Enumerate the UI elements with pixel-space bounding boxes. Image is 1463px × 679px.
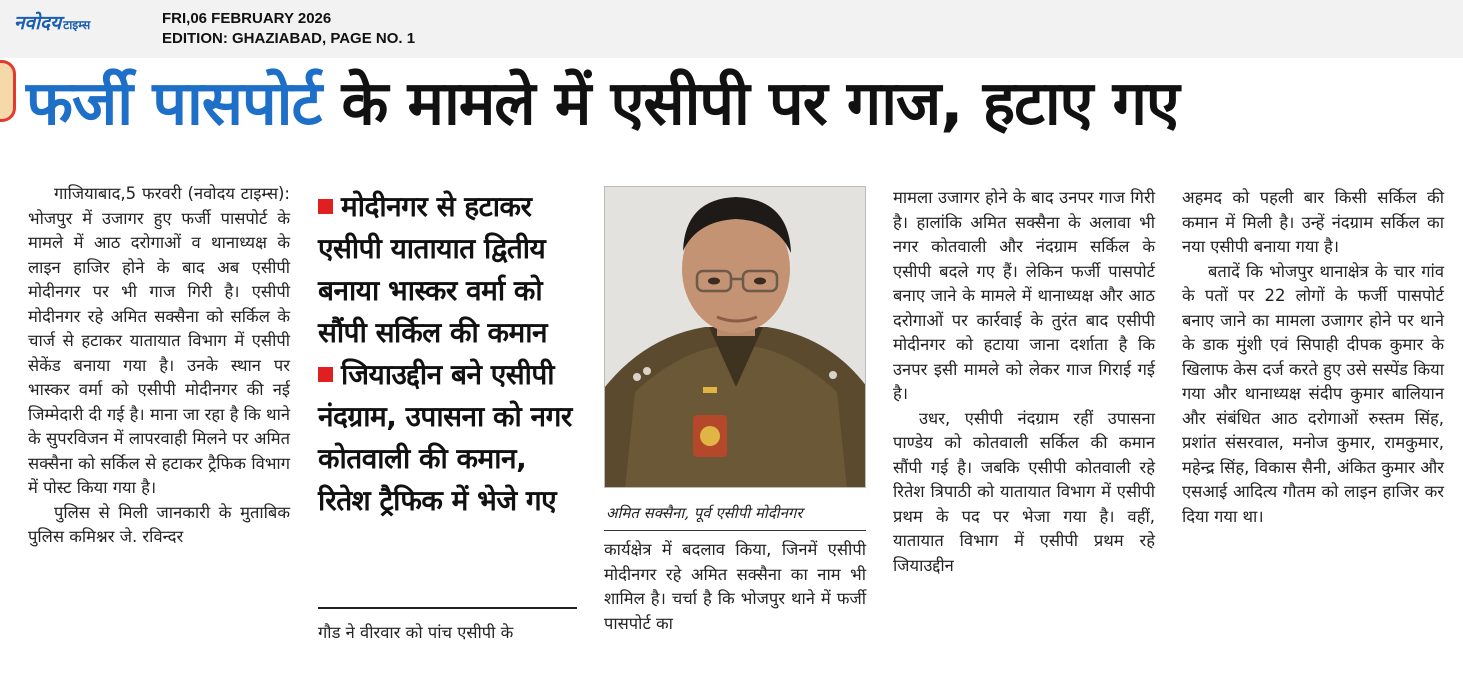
col5-paragraph-1: अहमद को पहली बार किसी सर्किल की कमान में मिली है। उन्हें नंदग्राम सर्किल का नया एसीपी बनाया गया है।: [1182, 188, 1444, 256]
officer-portrait-illustration: [605, 187, 866, 488]
col3-paragraph: कार्यक्षेत्र में बदलाव किया, जिनमें एसीपी मोदीनगर रहे अमित सक्सैना का नाम भी शामिल है। चर्चा है कि भोजपुर थाने में फर्जी पासपोर्ट का: [604, 540, 866, 633]
page-bottom-edge: [0, 660, 1463, 679]
headline-rest: के मामले में एसीपी पर गाज, हटाए गए: [321, 68, 1179, 139]
col4-paragraph-2: उधर, एसीपी नंदग्राम रहीं उपासना पाण्डेय को कोतवाली सर्किल की कमान सौंपी गई है। जबकि एसीपी कोतवाली रहे रितेश त्रिपाठी को यातायात विभाग में एसीपी प्रथम के पद पर भेजा गया है। वहीं, यातायात विभाग में एसीपी प्रथम रहे जियाउद्दीन: [893, 408, 1155, 575]
page-header-bar: [0, 0, 1463, 58]
col1-paragraph-2: पुलिस से मिली जानकारी के मुताबिक पुलिस कमिश्नर जे. रविन्दर: [28, 502, 290, 546]
col2-paragraph: गौड ने वीरवार को पांच एसीपी के: [318, 623, 514, 642]
article-headline: [26, 64, 1179, 144]
edition-info: [162, 9, 415, 49]
article-column-1: [28, 182, 290, 550]
article-column-2: [318, 621, 580, 646]
col5-paragraph-2: बतादें कि भोजपुर थानाक्षेत्र के चार गांव के पतों पर 22 लोगों के फर्जी पासपोर्ट बनाए जाने का मामला उजागर होने पर थाने के डाक मुंशी एवं सिपाही दीपक कुमार के खिलाफ केस दर्ज करते हुए उसे सस्पेंड किया गया और थानाध्यक्ष संदीप कुमार बालियान और संबंधित आठ दरोगाओं रुस्तम सिंह, प्रशांत संसरवाल, मनोज कुमार, रामकुमार, महेन्द्र सिंह, विकास सैनी, अंकित कुमार और एसआई आदित्य गौतम को लाइन हाजिर कर दिया गया था।: [1182, 261, 1444, 526]
logo-main-text: नवोदय: [14, 12, 62, 34]
article-column-4: [893, 186, 1155, 578]
article-column-5: [1182, 186, 1444, 529]
headline-highlight: फर्जी पासपोर्ट: [26, 68, 322, 139]
highlight-text-2: जियाउद्दीन बने एसीपी नंदग्राम, उपासना को नगर कोतवाली की कमान, रितेश ट्रैफिक में भेजे गए: [318, 358, 572, 517]
caption-divider: [604, 530, 866, 531]
photo-caption: अमित सक्सैना, पूर्व एसीपी मोदीनगर: [606, 504, 803, 522]
article-column-3: [604, 538, 866, 636]
col4-paragraph-1: मामला उजागर होने के बाद उनपर गाज गिरी है। हालांकि अमित सक्सैना के अलावा भी नगर कोतवाली और नंदग्राम सर्किल के एसीपी बदले गए हैं। लेकिन फर्जी पासपोर्ट बनाए जाने के मामले में थानाध्यक्ष और आठ दरोगाओं पर कार्रवाई के तुरंत बाद एसीपी मोदीनगर को हटाया जाना दर्शाता है कि उनपर इसी मामले को लेकर गाज गिराई गई है।: [893, 188, 1155, 403]
edition-page: EDITION: GHAZIABAD, PAGE NO. 1: [162, 30, 416, 47]
highlight-box: [318, 186, 580, 522]
highlight-divider: [318, 607, 577, 609]
col1-paragraph-1: गाजियाबाद,5 फरवरी (नवोदय टाइम्स): भोजपुर में उजागर हुए फर्जी पासपोर्ट के मामले में आठ दरोगाओं व थानाध्यक्ष के लाइन हाजिर होने के बाद अब एसीपी मोदीनगर पर भी गाज गिरी है। एसीपी मोदीनगर रहे अमित सक्सैना को सर्किल के चार्ज से हटाकर यातायात विभाग में एसीपी सेकेंड बनाया गया है। उनके स्थान पर भास्कर वर्मा को एसीपी मोदीनगर की नई जिम्मेदारी दी गई है। माना जा रहा है कि थाने के सुपरविजन में लापरवाही मिलने पर अमित सक्सैना को सर्किल से हटाकर ट्रैफिक विभाग में पोस्ट किया गया है।: [28, 184, 290, 497]
highlight-item: [318, 354, 580, 522]
officer-photo[interactable]: [604, 186, 866, 488]
issue-date: FRI,06 FEBRUARY 2026: [162, 10, 332, 27]
logo-sub-text: टाइम्स: [63, 18, 91, 32]
highlight-text-1: मोदीनगर से हटाकर एसीपी यातायात द्वितीय बनाया भास्कर वर्मा को सौंपी सर्किल की कमान: [318, 190, 548, 349]
page-edge-marker: [0, 60, 16, 122]
square-bullet-icon: [318, 199, 333, 214]
highlight-item: [318, 186, 580, 354]
square-bullet-icon: [318, 367, 333, 382]
newspaper-logo[interactable]: [14, 9, 90, 35]
